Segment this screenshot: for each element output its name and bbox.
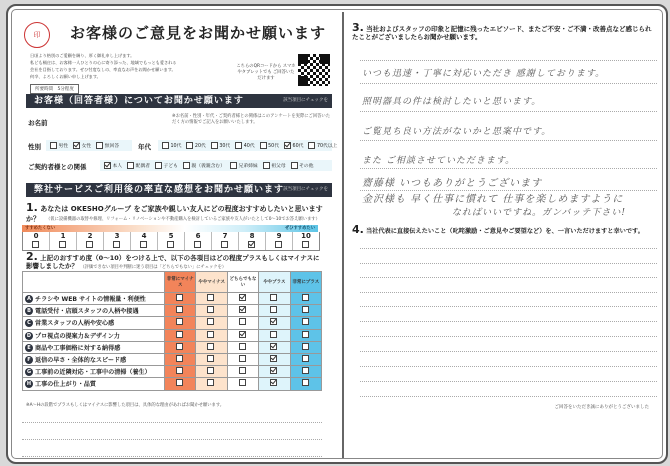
answer-line[interactable] — [360, 396, 657, 397]
item-label: 電話受付・店頭スタッフの人柄や接遇 — [35, 308, 139, 316]
rating-item — [23, 378, 165, 390]
section-band-customer — [26, 94, 332, 108]
scale-value: 1 — [60, 232, 66, 240]
checkbox[interactable] — [207, 367, 214, 374]
question-number: 1. — [26, 201, 38, 214]
rating-header-row — [23, 272, 322, 293]
scale-option-10[interactable] — [293, 232, 319, 250]
recommend-scale — [22, 232, 320, 251]
question-2-sub: （評価できない項目や判断に迷う項目は「どちらでもない」にチェックを） — [80, 265, 227, 270]
item-label: 商品や工事価格に対する納得感 — [35, 344, 121, 352]
option-label: 配偶者 — [135, 164, 151, 169]
checkbox[interactable] — [176, 306, 183, 313]
relation-option-spouse[interactable] — [127, 162, 150, 169]
answer-line[interactable] — [360, 263, 657, 264]
gender-option-male[interactable] — [50, 142, 68, 149]
age-options — [158, 140, 338, 151]
option-label: 子ども — [163, 164, 178, 169]
checkbox[interactable] — [235, 142, 242, 149]
answer-line[interactable] — [22, 456, 322, 457]
rating-item — [23, 293, 165, 305]
checkbox-checked[interactable] — [270, 367, 277, 374]
option-label: 本人 — [112, 164, 123, 169]
checkbox[interactable] — [176, 331, 183, 338]
scale-value: 8 — [249, 232, 255, 240]
scale-option-8[interactable] — [239, 232, 266, 250]
rating-item — [23, 366, 165, 378]
scale-option-9[interactable] — [266, 232, 293, 250]
gender-label: 性別 — [28, 143, 41, 151]
item-letter-icon: F — [25, 356, 33, 364]
handwritten-line: 照明器具の件は検討したいと思います。 — [362, 97, 542, 107]
scale-value: 7 — [222, 232, 228, 240]
survey-sheet — [6, 4, 668, 464]
name-note: ※お名前・性別・年代・ご契約者様との関係はこのアンケートを実際にご回答いただく方の情報でご記入をお願いいたします。 — [172, 114, 331, 125]
checkbox[interactable] — [207, 331, 214, 338]
rating-row-d — [23, 329, 322, 341]
item-letter-icon: H — [26, 381, 32, 388]
age-option-60s[interactable] — [284, 142, 303, 149]
rating-row-b — [23, 305, 322, 317]
checkbox[interactable] — [176, 343, 183, 350]
checkbox[interactable] — [96, 142, 103, 149]
item-label: 工事の仕上がり・品質 — [35, 381, 96, 389]
question-3 — [352, 21, 652, 41]
col-very-negative: 非常にマイナス — [165, 272, 196, 293]
checkbox-checked[interactable] — [270, 318, 277, 325]
checkbox[interactable] — [221, 241, 228, 248]
checkbox[interactable] — [186, 142, 193, 149]
checkbox[interactable] — [275, 241, 282, 248]
relation-option-sibling[interactable] — [230, 162, 258, 169]
checkbox[interactable] — [302, 294, 309, 301]
checkbox[interactable] — [239, 379, 246, 386]
rating-table — [22, 271, 322, 391]
checkbox[interactable] — [302, 355, 309, 362]
checkbox-checked[interactable] — [270, 379, 277, 386]
option-label: 祖父母 — [271, 164, 286, 169]
relation-option-child[interactable] — [155, 162, 178, 169]
age-option-50s[interactable] — [260, 142, 279, 149]
checkbox[interactable] — [308, 142, 315, 149]
item-letter-icon: C — [25, 319, 33, 327]
q2-footnote: ※A〜Hの段階でプラスもしくはマイナスに影響した項目は、具体的な理由があればお聞かせ願います。 — [26, 403, 225, 408]
question-1-sub: （仮に設備機器の取替や修理、リフォーム・リノベーションや不動産購入を検討しているご家族や友人がいたとして0〜10でお答え願います） — [46, 217, 320, 222]
intro-line: 何卒、よろしくお願い申し上げます。 — [30, 74, 101, 79]
item-label: 営業スタッフの人柄や安心感 — [35, 320, 115, 328]
option-label: 30代 — [219, 144, 231, 149]
rating-item — [23, 341, 165, 353]
answer-line[interactable] — [360, 111, 657, 112]
answer-line[interactable] — [360, 277, 657, 278]
checkbox[interactable] — [270, 294, 277, 301]
item-letter-icon: D — [26, 332, 32, 339]
rating-row-c — [23, 317, 322, 329]
col-very-positive: 非常にプラス — [290, 272, 321, 293]
checkbox[interactable] — [302, 343, 309, 350]
option-label: 10代 — [170, 144, 182, 149]
checkbox[interactable] — [239, 355, 246, 362]
intro-text — [30, 52, 240, 80]
checkbox[interactable] — [302, 367, 309, 374]
handwritten-line: ご覧見ち良い方法がないかと思案中です。 — [362, 127, 552, 137]
checkbox[interactable] — [59, 241, 66, 248]
checkbox-checked[interactable] — [270, 343, 277, 350]
checkbox[interactable] — [32, 241, 39, 248]
section-band-service — [26, 183, 332, 197]
question-text: 上記のおすすめ度（0〜10）をつける上で、以下の各項目はどの程度プラスもしくはマイナスに影響しましたか？ — [26, 254, 320, 270]
col-slightly-negative: ややマイナス — [196, 272, 227, 293]
scale-value: 6 — [195, 232, 201, 240]
rating-row-e — [23, 341, 322, 353]
recommend-scale-bar — [22, 225, 318, 232]
time-required-badge: 所要時間 5分程度 — [30, 84, 79, 94]
answer-line[interactable] — [22, 439, 322, 440]
checkbox[interactable] — [302, 241, 309, 248]
answer-line[interactable] — [360, 83, 657, 84]
answer-line[interactable] — [360, 321, 657, 322]
rating-row-g — [23, 366, 322, 378]
handwritten-line: 金沢様も 早く仕事に慣れて 仕事を楽しめますように — [362, 194, 624, 205]
page-title: お客様のご意見をお聞かせ願います — [70, 24, 327, 42]
scale-value: 4 — [141, 232, 147, 240]
scale-value: 10 — [301, 232, 311, 240]
relation-label: ご契約者様との関係 — [28, 163, 87, 171]
checkbox[interactable] — [176, 318, 183, 325]
column-divider — [342, 12, 344, 458]
checkbox[interactable] — [86, 241, 93, 248]
rating-item — [23, 353, 165, 365]
question-number: 4. — [352, 223, 364, 236]
checkbox[interactable] — [155, 162, 162, 169]
checkbox[interactable] — [239, 318, 246, 325]
item-letter-icon: A — [25, 295, 33, 303]
checkbox[interactable] — [239, 343, 246, 350]
checkbox[interactable] — [260, 142, 267, 149]
scale-option-2[interactable] — [77, 232, 104, 250]
age-option-40s[interactable] — [235, 142, 254, 149]
scale-value: 0 — [33, 232, 39, 240]
option-label: 40代 — [243, 144, 255, 149]
option-label: 親（義親含む） — [191, 164, 226, 169]
checkbox[interactable] — [176, 355, 183, 362]
name-label: お名前 — [28, 119, 48, 127]
scale-value: 5 — [168, 232, 174, 240]
question-text: 当社代表に直接伝えたいこと（叱咤激励・ご意見やご要望など）を、一言いただけますと幸いです。 — [366, 228, 644, 235]
checkbox[interactable] — [167, 241, 174, 248]
checkbox[interactable] — [207, 343, 214, 350]
answer-line[interactable] — [360, 292, 657, 293]
checkbox[interactable] — [302, 379, 309, 386]
checkbox[interactable] — [291, 162, 298, 169]
scale-option-4[interactable] — [131, 232, 158, 250]
right-column — [352, 12, 657, 457]
scale-option-6[interactable] — [185, 232, 212, 250]
checkbox[interactable] — [270, 306, 277, 313]
checkbox[interactable] — [140, 241, 147, 248]
answer-line[interactable] — [360, 366, 657, 367]
answer-line[interactable] — [360, 336, 657, 337]
checkbox-checked[interactable] — [239, 331, 246, 338]
section-title: 弊社サービスご利用後の率直な感想をお聞かせ願います — [34, 185, 285, 195]
checkbox[interactable] — [211, 142, 218, 149]
rating-row-f — [23, 353, 322, 365]
handwritten-line: 齋藤様 いつもありがとうございます — [362, 178, 543, 189]
option-label: 50代 — [268, 144, 280, 149]
answer-line[interactable] — [360, 168, 657, 169]
item-label: チラシや WEB サイトの情報量・利便性 — [35, 296, 146, 304]
rating-header-blank — [23, 272, 165, 293]
qr-code-icon[interactable] — [298, 54, 330, 86]
checkbox[interactable] — [302, 318, 309, 325]
answer-line[interactable] — [360, 381, 657, 382]
checkbox[interactable] — [207, 294, 214, 301]
answer-line[interactable] — [360, 60, 657, 61]
handwritten-line: また ご相談させていただきます。 — [362, 156, 516, 166]
option-label: 兄弟姉妹 — [238, 164, 258, 169]
option-label: 男性 — [58, 144, 69, 149]
question-number: 3. — [352, 21, 364, 34]
checkbox[interactable] — [207, 379, 214, 386]
option-label: 無回答 — [104, 144, 120, 149]
item-letter-icon: E — [25, 344, 33, 352]
intro-line: 日頃より格別のご愛顧を賜り、厚く御礼申し上げます。 — [30, 53, 135, 58]
question-number: 2. — [26, 250, 38, 263]
scale-value: 2 — [87, 232, 93, 240]
checkbox-checked[interactable] — [270, 355, 277, 362]
checkbox[interactable] — [194, 241, 201, 248]
col-slightly-positive: ややプラス — [259, 272, 290, 293]
checkbox-checked[interactable] — [284, 142, 291, 149]
rating-item — [23, 317, 165, 329]
answer-line[interactable] — [360, 248, 657, 249]
scale-option-1[interactable] — [50, 232, 77, 250]
age-option-20s[interactable] — [186, 142, 205, 149]
answer-line[interactable] — [360, 306, 657, 307]
answer-line[interactable] — [22, 422, 322, 423]
intro-line: 私ども桶庄は、お客様一人ひとりの心に寄り添った、地域でもっとも愛される — [30, 60, 177, 65]
scale-option-7[interactable] — [212, 232, 239, 250]
gender-option-female[interactable] — [73, 142, 91, 149]
option-label: 70代以上 — [316, 144, 338, 149]
relation-option-other[interactable] — [291, 162, 314, 169]
checkbox-checked[interactable] — [104, 162, 111, 169]
relation-option-self[interactable] — [104, 162, 122, 169]
stamp-icon: 印 — [24, 22, 50, 48]
rating-row-h — [23, 378, 322, 390]
option-label: 60代 — [292, 144, 304, 149]
checkbox[interactable] — [207, 318, 214, 325]
col-neutral: どちらでもない — [227, 272, 258, 293]
age-label: 年代 — [138, 143, 151, 151]
age-option-70plus[interactable] — [308, 142, 337, 149]
scale-left-label: すすめたくない — [25, 226, 56, 231]
scale-value: 9 — [276, 232, 282, 240]
checkbox-checked[interactable] — [73, 142, 80, 149]
checkbox[interactable] — [127, 162, 134, 169]
option-label: その他 — [299, 164, 314, 169]
checkbox[interactable] — [50, 142, 57, 149]
check-hint: 該当項目にチェックを — [283, 187, 328, 192]
checkbox[interactable] — [162, 142, 169, 149]
rating-row-a — [23, 293, 322, 305]
question-text: 当社およびスタッフの印象と記憶に残ったエピソード、またご不安・ご不満・改善点など感じられたことがございましたらお聞かせ願います。 — [352, 25, 652, 41]
item-letter-icon: B — [25, 307, 33, 315]
checkbox[interactable] — [113, 241, 120, 248]
handwritten-line: いつも迅速・丁寧に対応いただき 感謝しております。 — [362, 69, 606, 79]
option-label: 女性 — [81, 144, 92, 149]
question-4 — [352, 223, 652, 236]
checkbox-checked[interactable] — [248, 241, 255, 248]
checkbox[interactable] — [239, 367, 246, 374]
item-letter-icon: G — [26, 369, 32, 376]
scale-option-3[interactable] — [104, 232, 131, 250]
checkbox[interactable] — [176, 379, 183, 386]
scale-option-5[interactable] — [158, 232, 185, 250]
age-option-30s[interactable] — [211, 142, 230, 149]
item-label: 返信の早さ・全体的なスピード感 — [35, 357, 127, 365]
checkbox[interactable] — [263, 162, 270, 169]
checkbox[interactable] — [302, 306, 309, 313]
checkbox-checked[interactable] — [239, 306, 246, 313]
relation-option-parent[interactable] — [183, 162, 225, 169]
scale-right-label: ぜひすすめたい — [284, 226, 315, 231]
checkbox[interactable] — [207, 306, 214, 313]
scale-option-0[interactable] — [23, 232, 50, 250]
handwritten-line: なればいいですね。ガンバッテ下さい! — [452, 208, 626, 218]
gender-options — [46, 140, 132, 151]
checkbox[interactable] — [230, 162, 237, 169]
checkbox[interactable] — [176, 367, 183, 374]
qr-note: こちらのQRコードから スマホやタブレットでも ご回答いただけます — [236, 64, 296, 81]
checkbox[interactable] — [183, 162, 190, 169]
scale-value: 3 — [114, 232, 120, 240]
checkbox[interactable] — [270, 331, 277, 338]
relation-options — [100, 160, 332, 171]
checkbox[interactable] — [176, 294, 183, 301]
checkbox[interactable] — [302, 331, 309, 338]
question-2 — [26, 250, 322, 272]
gender-option-none[interactable] — [96, 142, 119, 149]
item-label: プロ視点の提案力＆デザイン力 — [35, 332, 120, 340]
item-label: 工事前の近隣対応・工事中の清掃（養生） — [35, 369, 151, 377]
answer-line[interactable] — [360, 140, 657, 141]
answer-line[interactable] — [360, 351, 657, 352]
rating-item — [23, 305, 165, 317]
intro-line: 会社を目指しております。ぜひ忖度なしの、率直なお声をお聞かせ願います。 — [30, 67, 176, 72]
closing-message: ご回答をいただき誠にありがとうございました — [554, 405, 649, 410]
section-title: お客様（回答者様）についてお聞かせ願います — [34, 96, 244, 106]
rating-item — [23, 329, 165, 341]
checkbox-checked[interactable] — [239, 294, 246, 301]
check-hint: 該当項目にチェックを — [283, 98, 328, 103]
option-label: 20代 — [194, 144, 206, 149]
question-text: あなたは OKESHOグループ をご家族や親しい友人にどの程度おすすめしたいと思いますか？ — [26, 205, 323, 223]
age-option-10s[interactable] — [162, 142, 181, 149]
checkbox[interactable] — [207, 355, 214, 362]
relation-option-grandparent[interactable] — [263, 162, 286, 169]
